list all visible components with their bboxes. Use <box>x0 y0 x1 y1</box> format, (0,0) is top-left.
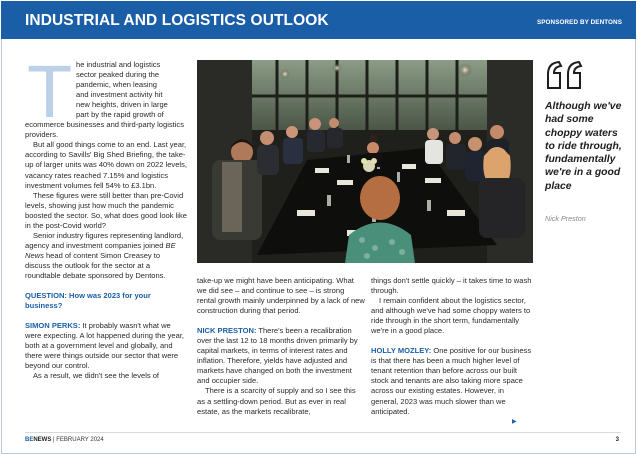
article-column-2 <box>197 276 365 417</box>
body-paragraph: But all good things come to an end. Last year, according to Savills' Big Shed Briefing, the take-up of larger units was 40% down on 2022 levels, vacancy rates reached 7.15% and logistics investment volumes fell 54% to £3.1bn. <box>25 140 187 190</box>
intro-rest: ecommerce businesses and third-party logistics providers. <box>25 120 184 140</box>
intro-line: pandemic, when leasing <box>76 80 157 90</box>
quote-icon <box>545 60 587 95</box>
body-paragraph: There is a scarcity of supply and so I see this as a settling-down period. But as ever in real estate, as the markets recalibrate, <box>197 386 356 416</box>
pull-quote-author: Nick Preston <box>545 214 586 223</box>
body-paragraph: These figures were still better than pre-Covid levels, showing just how much the pandemic boosted the sector. So, what does good look like in the post-Covid world? <box>25 190 187 230</box>
speaker-name: NICK PRESTON: <box>197 326 257 336</box>
intro-line: he industrial and logistics <box>76 60 161 69</box>
speaker-paragraph: SIMON PERKS: It probably wasn't what we were expecting. A lot happened during the year, both at a government level and globally, and there were things outside our sector that were beyond our control. <box>25 321 185 371</box>
page-number: 3 <box>615 437 619 443</box>
article-column-1 <box>25 50 187 381</box>
section-header <box>1 1 636 39</box>
footer-brand-be: BE <box>25 437 34 443</box>
intro-line: sector peaked during the <box>76 70 160 80</box>
body-paragraph: I remain confident about the logistics sector, and although we've had some choppy waters to ride through in the short term, fundamentally we're in a good place. <box>371 296 531 336</box>
drop-cap: T <box>27 50 73 133</box>
section-title: INDUSTRIAL AND LOGISTICS OUTLOOK <box>25 12 329 29</box>
footer-issue: | FEBRUARY 2024 <box>51 437 104 443</box>
speaker-name: SIMON PERKS: <box>25 321 81 331</box>
sponsor-label: SPONSORED BY DENTONS <box>536 19 622 26</box>
footer-brand-news: NEWS <box>33 437 52 443</box>
pull-quote: Although we've had some choppy waters to ride through, fundamentally we're in a good place <box>545 101 622 192</box>
article-column-3 <box>371 276 533 417</box>
intro-paragraph <box>25 50 187 140</box>
body-paragraph: take-up we might have been anticipating. What we did see – and continue to see – is strong rental growth mainly underpinned by a lack of new construction during that period. <box>197 276 365 316</box>
intro-line: new heights, driven in large <box>76 100 168 110</box>
body-paragraph: things don't settle quickly – it takes time to wash through. <box>371 276 532 296</box>
intro-line: part by the rapid growth of <box>76 110 164 120</box>
roundtable-photo <box>197 60 533 263</box>
speaker-name: HOLLY MOZLEY: <box>371 346 432 356</box>
question: QUESTION: How was 2023 for your business? <box>25 291 151 311</box>
intro-line: and investment activity hit <box>76 90 163 100</box>
body-paragraph: Senior industry figures representing landlord, agency and investment companies joined BE News head of content Simon Creasey to discuss the outlook for the sector at a roundtable debate sponsored by Dentons. <box>25 230 184 280</box>
speaker-paragraph: HOLLY MOZLEY: One positive for our business is that there has been a much higher level of tenant retention than before across our built stock and tenants are also taking more space across our existing estates. However, in general, 2023 was much slower than we anticipated. <box>371 346 532 416</box>
footer-publication <box>25 437 104 443</box>
speaker-paragraph: NICK PRESTON: There's been a recalibration over the last 12 to 18 months driven primarily by capital markets, in terms of interest rates and inflation. Therefore, yields have adjusted and markets have changed on both the investment and occupier side. <box>197 326 358 386</box>
body-paragraph: As a result, we didn't see the levels of <box>33 371 160 381</box>
continue-arrow-icon: ▶ <box>512 419 517 425</box>
footer-divider <box>25 432 621 433</box>
